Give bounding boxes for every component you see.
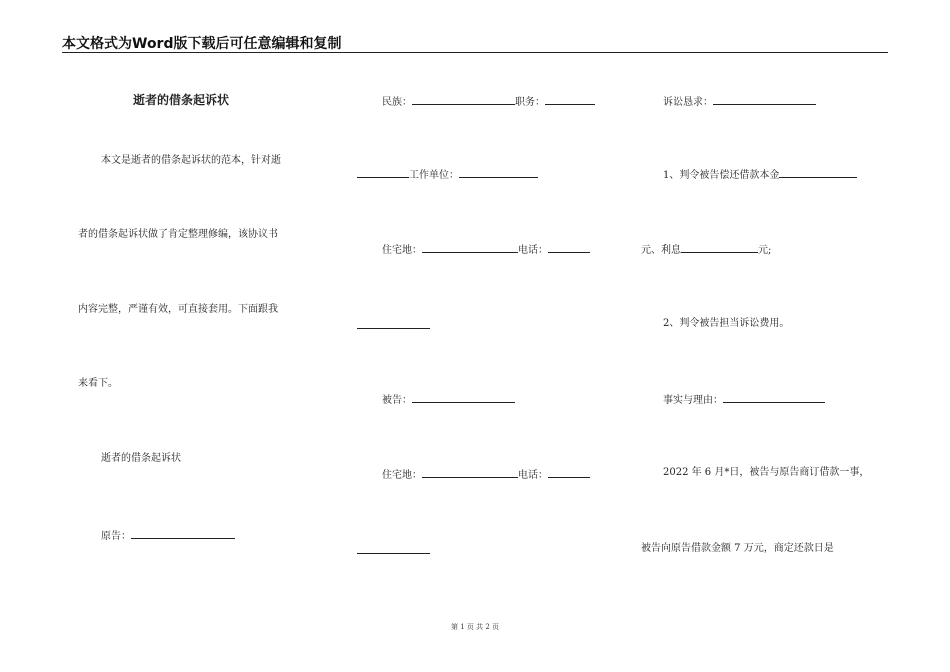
claim1-continuation-row: [641, 242, 771, 257]
interest-suffix: 元;: [758, 245, 772, 256]
defendant-blank: [412, 392, 515, 403]
plaintiff-blank: [131, 528, 235, 539]
residence2-blank: [422, 467, 518, 478]
residence-blank: [422, 242, 518, 253]
residence-phone-row: [382, 242, 590, 257]
continuation-blank: [357, 318, 430, 329]
facts-row: [663, 392, 825, 407]
claim1-row: [663, 167, 857, 182]
plaintiff-label: 原告：: [101, 531, 131, 542]
continuation-row: [357, 318, 430, 333]
phone-blank: [548, 242, 590, 253]
ethnicity-label: 民族：: [382, 97, 412, 108]
prev-line-blank: [357, 167, 409, 178]
workplace-label: 工作单位：: [409, 170, 459, 181]
phone2-blank: [548, 467, 590, 478]
claim2-text: 2、判令被告担当诉讼费用。: [663, 318, 790, 329]
intro-line-4: 来看下。: [78, 378, 118, 389]
position-label: 职务：: [515, 97, 545, 108]
residence2-phone2-row: [382, 467, 590, 482]
workplace-row: [357, 167, 538, 182]
interest-prefix: 元、利息: [641, 245, 681, 256]
plaintiff-row: [101, 528, 235, 543]
ethnicity-position-row: [382, 94, 595, 109]
phone-label: 电话：: [518, 245, 548, 256]
principal-blank: [779, 167, 857, 178]
claims-row: [663, 94, 816, 109]
phone2-label: 电话：: [518, 470, 548, 481]
document-header-title: 本文格式为Word版下载后可任意编辑和复制: [62, 36, 342, 52]
claim1-text: 1、判令被告偿还借款本金: [663, 170, 780, 181]
residence-label: 住宅地：: [382, 245, 422, 256]
facts-label: 事实与理由：: [663, 395, 723, 406]
defendant-label: 被告：: [382, 395, 412, 406]
interest-blank: [681, 242, 758, 253]
intro-line-2: 者的借条起诉状做了肯定整理修编，该协议书: [78, 229, 278, 240]
claims-label: 诉讼恳求：: [663, 97, 713, 108]
residence2-label: 住宅地：: [382, 470, 422, 481]
facts-line-2: 被告向原告借款金额 7 万元，商定还款日是: [641, 543, 834, 554]
continuation2-blank: [357, 543, 430, 554]
header-divider: [62, 52, 888, 53]
claims-blank: [713, 94, 816, 105]
facts-line-1: 2022 年 6 月*日，被告与原告商订借款一事，: [663, 467, 870, 478]
page-number: 第 1 页 共 2 页: [450, 623, 500, 631]
workplace-blank: [459, 167, 538, 178]
document-title: 逝者的借条起诉状: [133, 93, 230, 107]
position-blank: [545, 94, 595, 105]
facts-blank: [723, 392, 825, 403]
form-subtitle: 逝者的借条起诉状: [101, 453, 181, 464]
intro-line-1: 本文是逝者的借条起诉状的范本，针对逝: [101, 155, 281, 166]
intro-line-3: 内容完整，严谨有效，可直接套用。下面跟我: [78, 304, 278, 315]
continuation2-row: [357, 543, 430, 558]
defendant-row: [382, 392, 515, 407]
ethnicity-blank: [412, 94, 515, 105]
